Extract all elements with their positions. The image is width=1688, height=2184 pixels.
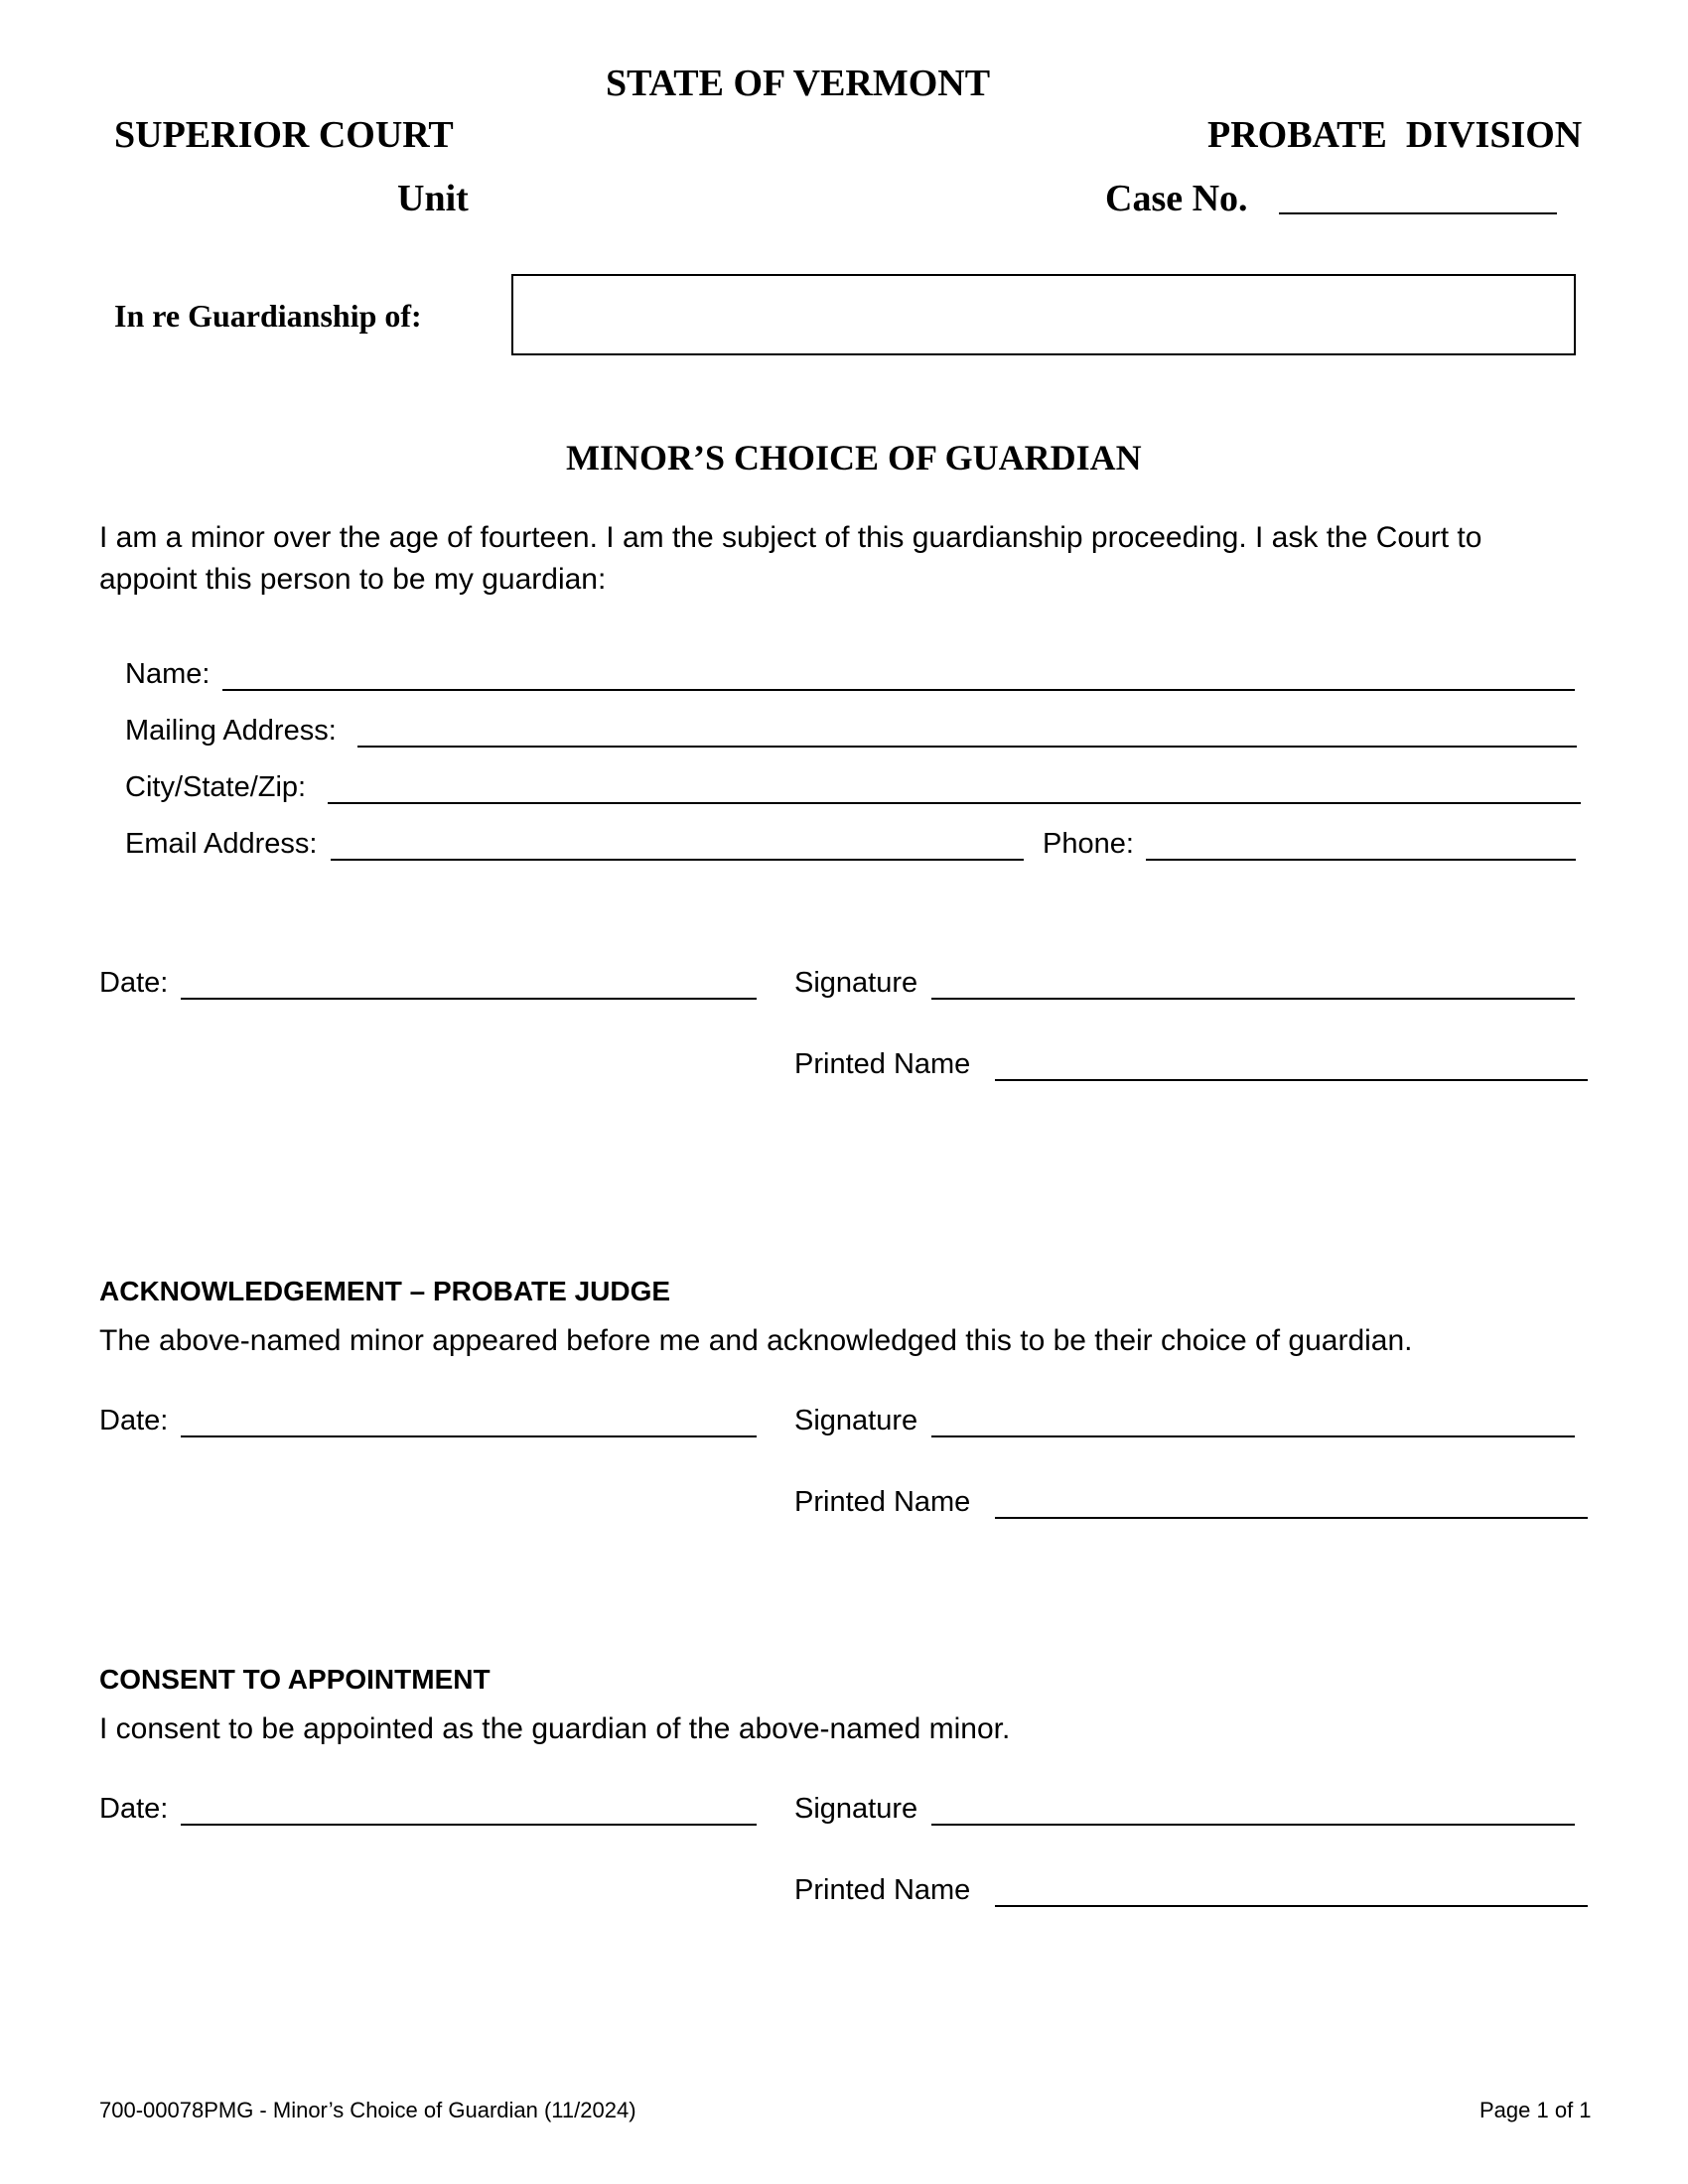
intro-line-2: appoint this person to be my guardian: (99, 563, 607, 596)
form-title: MINOR’S CHOICE OF GUARDIAN (566, 438, 1142, 478)
judge-date-label: Date: (99, 1405, 169, 1436)
minor-printed-name-label: Printed Name (794, 1048, 971, 1080)
phone-label: Phone: (1043, 828, 1134, 860)
email-address-label: Email Address: (125, 828, 318, 860)
acknowledgement-text: The above-named minor appeared before me and acknowledged this to be their choice of guardian. (99, 1324, 1413, 1357)
footer-page-number: Page 1 of 1 (1479, 2098, 1592, 2122)
phone-field[interactable] (1146, 859, 1576, 861)
guardian-signature-label: Signature (794, 1793, 918, 1825)
minor-printed-name-field[interactable] (995, 1079, 1588, 1081)
court-name: SUPERIOR COURT (114, 114, 454, 156)
acknowledgement-heading: ACKNOWLEDGEMENT – PROBATE JUDGE (99, 1276, 671, 1306)
minor-signature-field[interactable] (931, 998, 1575, 1000)
name-field[interactable] (222, 689, 1575, 691)
intro-line-1: I am a minor over the age of fourteen. I am the subject of this guardianship proceeding. I ask the Court to (99, 521, 1482, 554)
division-name: PROBATE DIVISION (1207, 114, 1583, 156)
guardianship-name-box[interactable] (511, 274, 1576, 355)
guardian-date-field[interactable] (181, 1824, 757, 1826)
city-state-zip-field[interactable] (328, 802, 1581, 804)
consent-heading: CONSENT TO APPOINTMENT (99, 1664, 491, 1695)
consent-text: I consent to be appointed as the guardian of the above-named minor. (99, 1712, 1011, 1745)
footer-form-id: 700-00078PMG - Minor’s Choice of Guardian (11/2024) (99, 2098, 636, 2122)
case-no-field[interactable] (1279, 212, 1557, 214)
minor-signature-label: Signature (794, 967, 918, 999)
judge-printed-name-label: Printed Name (794, 1486, 971, 1518)
guardian-signature-field[interactable] (931, 1824, 1575, 1826)
mailing-address-field[interactable] (357, 746, 1577, 748)
city-state-zip-label: City/State/Zip: (125, 771, 307, 803)
guardian-printed-name-label: Printed Name (794, 1874, 971, 1906)
email-address-field[interactable] (331, 859, 1024, 861)
state-title: STATE OF VERMONT (606, 63, 991, 104)
judge-date-field[interactable] (181, 1435, 757, 1437)
case-no-label: Case No. (1105, 178, 1248, 219)
judge-printed-name-field[interactable] (995, 1517, 1588, 1519)
minor-date-label: Date: (99, 967, 169, 999)
judge-signature-field[interactable] (931, 1435, 1575, 1437)
judge-signature-label: Signature (794, 1405, 918, 1436)
unit-label: Unit (397, 178, 469, 219)
guardian-date-label: Date: (99, 1793, 169, 1825)
name-label: Name: (125, 658, 211, 690)
in-re-label: In re Guardianship of: (114, 298, 422, 334)
mailing-address-label: Mailing Address: (125, 715, 337, 747)
minor-date-field[interactable] (181, 998, 757, 1000)
guardian-printed-name-field[interactable] (995, 1905, 1588, 1907)
